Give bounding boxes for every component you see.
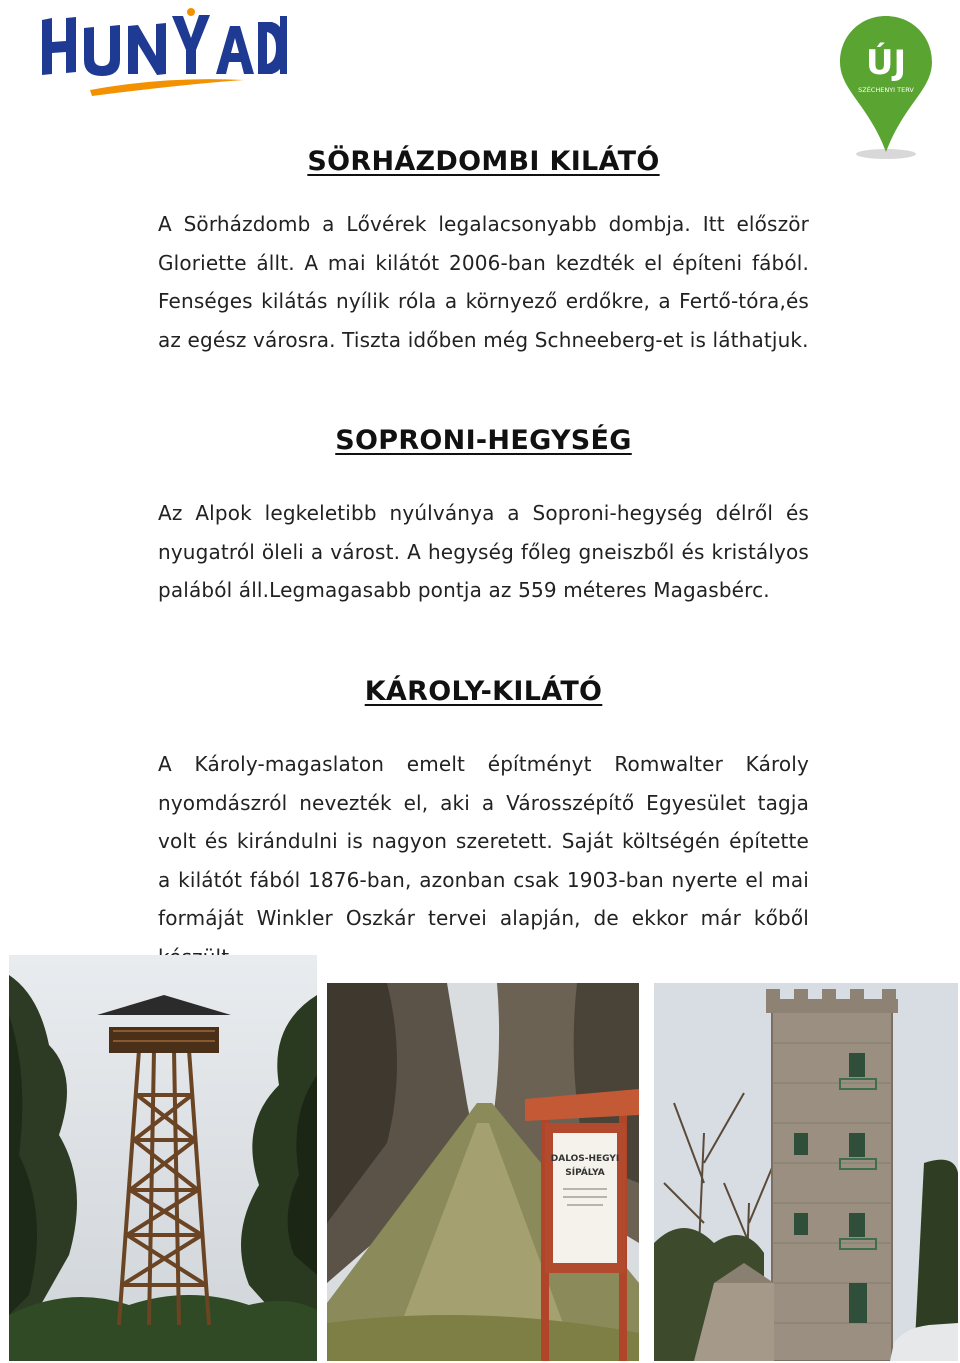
wooden-tower-photo <box>9 955 317 1361</box>
sign-text-line1: DALOS-HEGYI <box>550 1154 620 1164</box>
stone-tower-photo <box>654 983 958 1361</box>
uj-logo-subtitle: SZÉCHENYI TERV <box>858 86 914 94</box>
heading-karoly-kilato: KÁROLY-KILÁTÓ <box>364 676 603 707</box>
uj-logo-text: ÚJ <box>865 43 907 83</box>
hunyadi-logo <box>36 6 288 98</box>
ski-slope-photo <box>327 983 639 1361</box>
paragraph-sorhazdombi: A Sörházdomb a Lővérek legalacsonyabb dombja. Itt először Gloriette állt. A mai kilátót 2006-ban kezdték el építeni fából. Fenséges kilátás nyílik róla a környező erdőkre, a Fertő-tóra,és az egész városra. Tiszta időben még Schneeberg-et is láthatjuk. <box>158 212 809 352</box>
paragraph-karoly-kilato: A Károly-magaslaton emelt építményt Romwalter Károly nyomdászról nevezték el, aki a Városszépítő Egyesület tagja volt és kirándulni is nagyon szeretett. Saját költségén építette a kilátót fából 1876-ban, azonban csak 1903-ban nyerte el mai formáját Winkler Oszkár tervei alapján, de ekkor már kőből <box>158 752 809 930</box>
sign-text-line2: SÍPÁLYA <box>565 1168 605 1178</box>
map-pin-logo <box>834 12 938 162</box>
heading-soproni-hegyseg: SOPRONI-HEGYSÉG <box>335 425 632 456</box>
paragraph-soproni-hegyseg: Az Alpok legkeletibb nyúlványa a Soproni-hegység délről és nyugatról öleli a várost. A hegység főleg gneiszből és kristályos palából áll.Legmagasabb pontja az 559 méteres Magasbérc. <box>158 501 809 602</box>
heading-sorhazdombi: SÖRHÁZDOMBI KILÁTÓ <box>307 146 660 177</box>
